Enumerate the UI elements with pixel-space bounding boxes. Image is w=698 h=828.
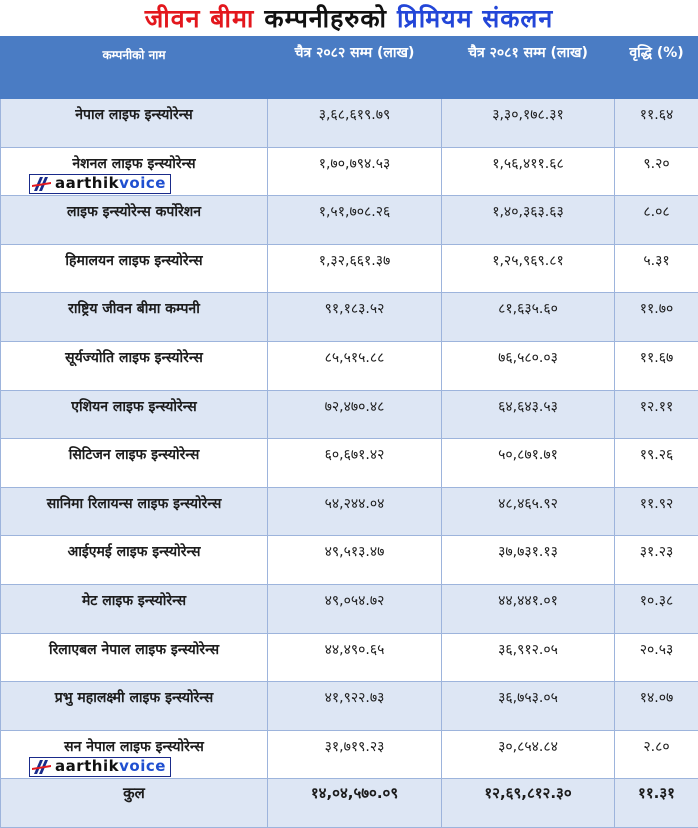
- growth-value: ३१.२३: [615, 536, 698, 585]
- growth-value: ९.२०: [615, 147, 698, 196]
- premium-2081: ३०,८५४.८४: [442, 730, 615, 779]
- aarthik-voice-watermark: [29, 174, 171, 194]
- premium-2081: ७६,५८०.०३: [442, 341, 615, 390]
- title-part-2: कम्पनीहरुको: [264, 6, 387, 31]
- growth-value: १९.२६: [615, 439, 698, 488]
- header-company: कम्पनीको नाम: [1, 37, 268, 99]
- company-name: रिलाएबल नेपाल लाइफ इन्स्योरेन्स: [1, 633, 268, 682]
- company-name: राष्ट्रिय जीवन बीमा कम्पनी: [1, 293, 268, 342]
- total-growth: ११.३१: [615, 779, 698, 828]
- premium-2081: ३७,७३१.१३: [442, 536, 615, 585]
- premium-2081: १,४०,३६३.६३: [442, 196, 615, 245]
- company-name: सानिमा रिलायन्स लाइफ इन्स्योरेन्स: [1, 487, 268, 536]
- table-header: [1, 37, 698, 99]
- premium-2081: ६४,६४३.५३: [442, 390, 615, 439]
- brand-logo-icon: [32, 176, 52, 192]
- premium-2081: ३६,७५३.०५: [442, 682, 615, 731]
- total-label: कुल: [1, 779, 268, 828]
- growth-value: ५.३१: [615, 244, 698, 293]
- premium-2082: ४९,५१३.४७: [268, 536, 442, 585]
- company-name: सिटिजन लाइफ इन्स्योरेन्स: [1, 439, 268, 488]
- table-row: [1, 439, 698, 488]
- premium-table-container: [0, 36, 698, 822]
- premium-2082: १,५१,७०८.२६: [268, 196, 442, 245]
- table-row: [1, 682, 698, 731]
- premium-table: [0, 36, 698, 828]
- premium-2081: १,२५,९६९.८१: [442, 244, 615, 293]
- premium-2082: ६०,६७१.४२: [268, 439, 442, 488]
- growth-value: २०.५३: [615, 633, 698, 682]
- premium-2081: ३,३०,१७८.३१: [442, 99, 615, 148]
- premium-2082: ४९,०५४.७२: [268, 584, 442, 633]
- growth-value: १४.०७: [615, 682, 698, 731]
- table-row: [1, 487, 698, 536]
- watermark-brand-b: voice: [119, 176, 166, 191]
- table-row: [1, 196, 698, 245]
- premium-2081: ४८,४६५.९२: [442, 487, 615, 536]
- company-name: आईएमई लाइफ इन्स्योरेन्स: [1, 536, 268, 585]
- premium-2081: ३६,९१२.०५: [442, 633, 615, 682]
- table-row: [1, 633, 698, 682]
- watermark-brand-a: aarthik: [55, 759, 119, 774]
- total-row: [1, 779, 698, 828]
- growth-value: ११.७०: [615, 293, 698, 342]
- aarthik-voice-watermark: [29, 757, 171, 777]
- table-row: [1, 293, 698, 342]
- growth-value: २.८०: [615, 730, 698, 779]
- premium-2082: १,७०,७९४.५३: [268, 147, 442, 196]
- brand-logo-icon: [32, 759, 52, 775]
- table-body: [1, 99, 698, 828]
- growth-value: ११.९२: [615, 487, 698, 536]
- premium-2081: ५०,८७१.७१: [442, 439, 615, 488]
- company-name: सन नेपाल लाइफ इन्स्योरेन्स: [64, 739, 204, 755]
- premium-2081: ८१,६३५.६०: [442, 293, 615, 342]
- premium-2082: ४४,४९०.६५: [268, 633, 442, 682]
- company-name: एशियन लाइफ इन्स्योरेन्स: [1, 390, 268, 439]
- premium-2082: ७२,४७०.४८: [268, 390, 442, 439]
- table-row: [1, 147, 698, 196]
- company-name: नेशनल लाइफ इन्स्योरेन्स: [72, 156, 195, 172]
- premium-2081: १,५६,४११.६८: [442, 147, 615, 196]
- premium-2082: ८५,५१५.८८: [268, 341, 442, 390]
- premium-2082: ९१,१८३.५२: [268, 293, 442, 342]
- table-row: [1, 536, 698, 585]
- header-row: [1, 37, 698, 99]
- company-name: लाइफ इन्स्योरेन्स कर्पोरेशन: [1, 196, 268, 245]
- company-name: मेट लाइफ इन्स्योरेन्स: [1, 584, 268, 633]
- company-name: नेपाल लाइफ इन्स्योरेन्स: [1, 99, 268, 148]
- growth-value: १२.११: [615, 390, 698, 439]
- page-title: [0, 0, 698, 36]
- table-row: [1, 341, 698, 390]
- table-row: [1, 390, 698, 439]
- company-name: हिमालयन लाइफ इन्स्योरेन्स: [1, 244, 268, 293]
- premium-2081: ४४,४४१.०१: [442, 584, 615, 633]
- company-name-cell: [1, 730, 268, 779]
- header-chaitra-2081: चैत्र २०८१ सम्म (लाख): [442, 37, 615, 99]
- header-growth: वृद्धि (%): [615, 37, 698, 99]
- premium-2082: ५४,२४४.०४: [268, 487, 442, 536]
- table-row: [1, 584, 698, 633]
- table-row: [1, 244, 698, 293]
- total-2082: १४,०४,५७०.०९: [268, 779, 442, 828]
- company-name: सूर्यज्योति लाइफ इन्स्योरेन्स: [1, 341, 268, 390]
- growth-value: ११.६७: [615, 341, 698, 390]
- company-name: प्रभु महालक्ष्मी लाइफ इन्स्योरेन्स: [1, 682, 268, 731]
- premium-2082: ४१,९२२.७३: [268, 682, 442, 731]
- growth-value: १०.३८: [615, 584, 698, 633]
- table-row: [1, 99, 698, 148]
- premium-2082: ३,६८,६१९.७९: [268, 99, 442, 148]
- growth-value: ११.६४: [615, 99, 698, 148]
- title-part-3: प्रिमियम संकलन: [397, 6, 553, 31]
- title-part-1: जीवन बीमा: [145, 6, 255, 31]
- table-row: [1, 730, 698, 779]
- growth-value: ८.०८: [615, 196, 698, 245]
- premium-2082: १,३२,६६१.३७: [268, 244, 442, 293]
- header-chaitra-2082: चैत्र २०८२ सम्म (लाख): [268, 37, 442, 99]
- company-name-cell: [1, 147, 268, 196]
- watermark-brand-b: voice: [119, 759, 166, 774]
- total-2081: १२,६९,८१२.३०: [442, 779, 615, 828]
- watermark-brand-a: aarthik: [55, 176, 119, 191]
- premium-2082: ३१,७१९.२३: [268, 730, 442, 779]
